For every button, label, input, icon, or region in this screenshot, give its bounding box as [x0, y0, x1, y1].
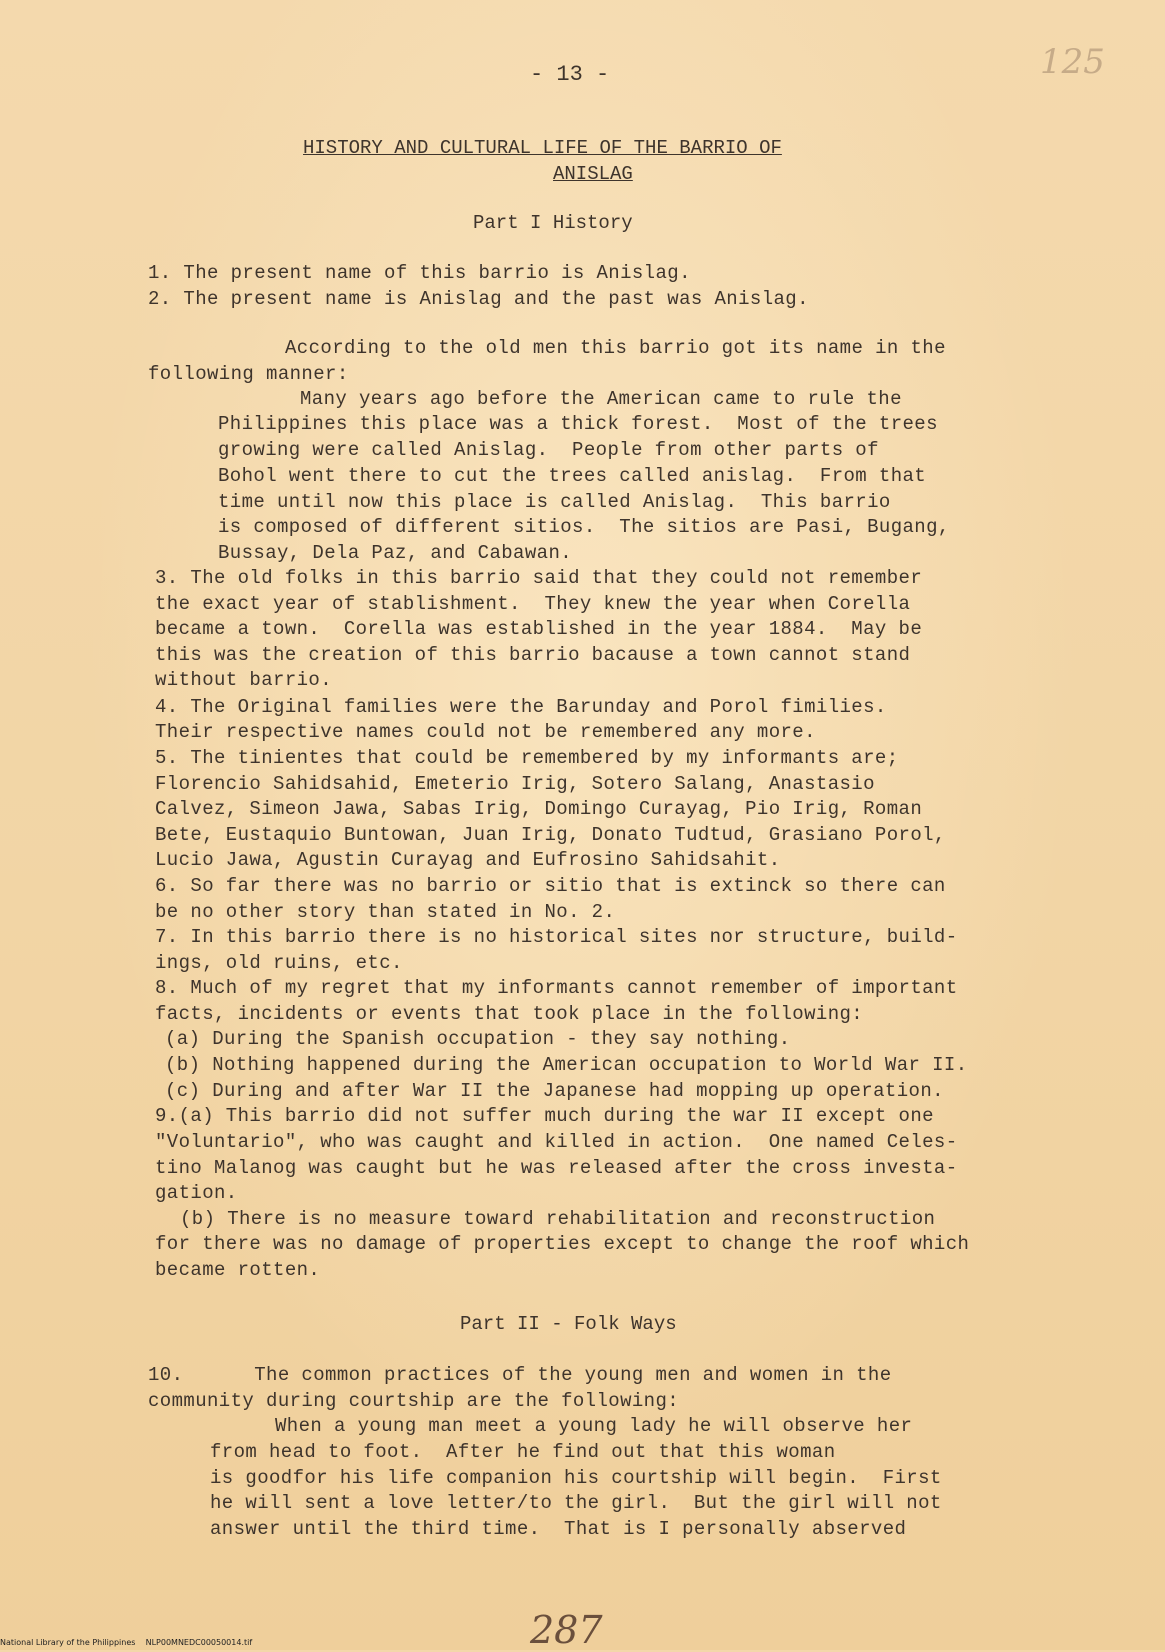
- body-line: community during courtship are the following:: [148, 1390, 680, 1412]
- body-line: 6. So far there was no barrio or sitio that is extinck so there can: [155, 875, 946, 897]
- body-line: tino Malanog was caught but he was released after the cross investa-: [155, 1157, 958, 1179]
- body-line: the exact year of stablishment. They knew the year when Corella: [155, 593, 911, 615]
- body-line: this was the creation of this barrio bacause a town cannot stand: [155, 644, 911, 666]
- body-line: According to the old men this barrio got its name in the: [285, 337, 946, 359]
- body-line: (c) During and after War II the Japanese had mopping up operation.: [165, 1080, 944, 1102]
- body-line: time until now this place is called Anislag. This barrio: [218, 491, 891, 513]
- body-line: 9.(a) This barrio did not suffer much during the war II except one: [155, 1105, 934, 1127]
- handwritten-page-number: 287: [530, 1608, 603, 1652]
- body-line: (a) During the Spanish occupation - they say nothing.: [165, 1028, 791, 1050]
- body-line: facts, incidents or events that took place in the following:: [155, 1003, 864, 1025]
- body-line: is goodfor his life companion his courtship will begin. First: [210, 1467, 942, 1489]
- body-line: 5. The tinientes that could be remembered by my informants are;: [155, 747, 899, 769]
- body-line: for there was no damage of properties except to change the roof which: [155, 1233, 970, 1255]
- document-title-line-1: HISTORY AND CULTURAL LIFE OF THE BARRIO OF: [303, 137, 782, 159]
- body-line: Lucio Jawa, Agustin Curayag and Eufrosino Sahidsahit.: [155, 849, 781, 871]
- body-line: Philippines this place was a thick forest. Most of the trees: [218, 413, 938, 435]
- body-line: following manner:: [148, 363, 349, 385]
- body-line: 8. Much of my regret that my informants cannot remember of important: [155, 977, 958, 999]
- body-line: without barrio.: [155, 669, 333, 691]
- body-line: became rotten.: [155, 1259, 321, 1281]
- part-1-heading: Part I History: [473, 212, 633, 234]
- body-line: he will sent a love letter/to the girl. But the girl will not: [210, 1492, 942, 1514]
- body-line: became a town. Corella was established in the year 1884. May be: [155, 618, 923, 640]
- body-line: Their respective names could not be remembered any more.: [155, 721, 816, 743]
- body-line: Bohol went there to cut the trees called anislag. From that: [218, 465, 927, 487]
- archive-footer: National Library of the Philippines NLP00MNEDC00050014.tif: [0, 1638, 253, 1647]
- body-line: Bussay, Dela Paz, and Cabawan.: [218, 542, 573, 564]
- page-number: - 13 -: [530, 62, 610, 87]
- pencil-mark: 125: [1040, 42, 1105, 82]
- body-line: Calvez, Simeon Jawa, Sabas Irig, Domingo Curayag, Pio Irig, Roman: [155, 798, 923, 820]
- body-line: 3. The old folks in this barrio said that they could not remember: [155, 567, 923, 589]
- body-line: 1. The present name of this barrio is Anislag.: [148, 262, 691, 284]
- document-title-line-2: ANISLAG: [553, 163, 633, 185]
- body-line: (b) Nothing happened during the American occupation to World War II.: [165, 1054, 968, 1076]
- body-line: from head to foot. After he find out that this woman: [210, 1441, 836, 1463]
- body-line: gation.: [155, 1182, 238, 1204]
- body-line: Florencio Sahidsahid, Emeterio Irig, Sotero Salang, Anastasio: [155, 773, 875, 795]
- body-line: When a young man meet a young lady he will observe her: [275, 1415, 913, 1437]
- body-line: Many years ago before the American came to rule the: [300, 388, 902, 410]
- body-line: is composed of different sitios. The sitios are Pasi, Bugang,: [218, 516, 950, 538]
- body-line: 2. The present name is Anislag and the past was Anislag.: [148, 288, 809, 310]
- body-line: 4. The Original families were the Barunday and Porol fimilies.: [155, 696, 887, 718]
- body-line: 7. In this barrio there is no historical sites nor structure, build-: [155, 926, 958, 948]
- body-line: "Voluntario", who was caught and killed in action. One named Celes-: [155, 1131, 958, 1153]
- body-line: answer until the third time. That is I personally abserved: [210, 1518, 907, 1540]
- body-line: (b) There is no measure toward rehabilitation and reconstruction: [180, 1208, 936, 1230]
- body-line: 10. The common practices of the young men and women in the: [148, 1364, 892, 1386]
- body-line: growing were called Anislag. People from other parts of: [218, 439, 879, 461]
- body-line: be no other story than stated in No. 2.: [155, 901, 616, 923]
- part-2-heading: Part II - Folk Ways: [460, 1313, 677, 1335]
- body-line: ings, old ruins, etc.: [155, 952, 403, 974]
- body-line: Bete, Eustaquio Buntowan, Juan Irig, Donato Tudtud, Grasiano Porol,: [155, 824, 946, 846]
